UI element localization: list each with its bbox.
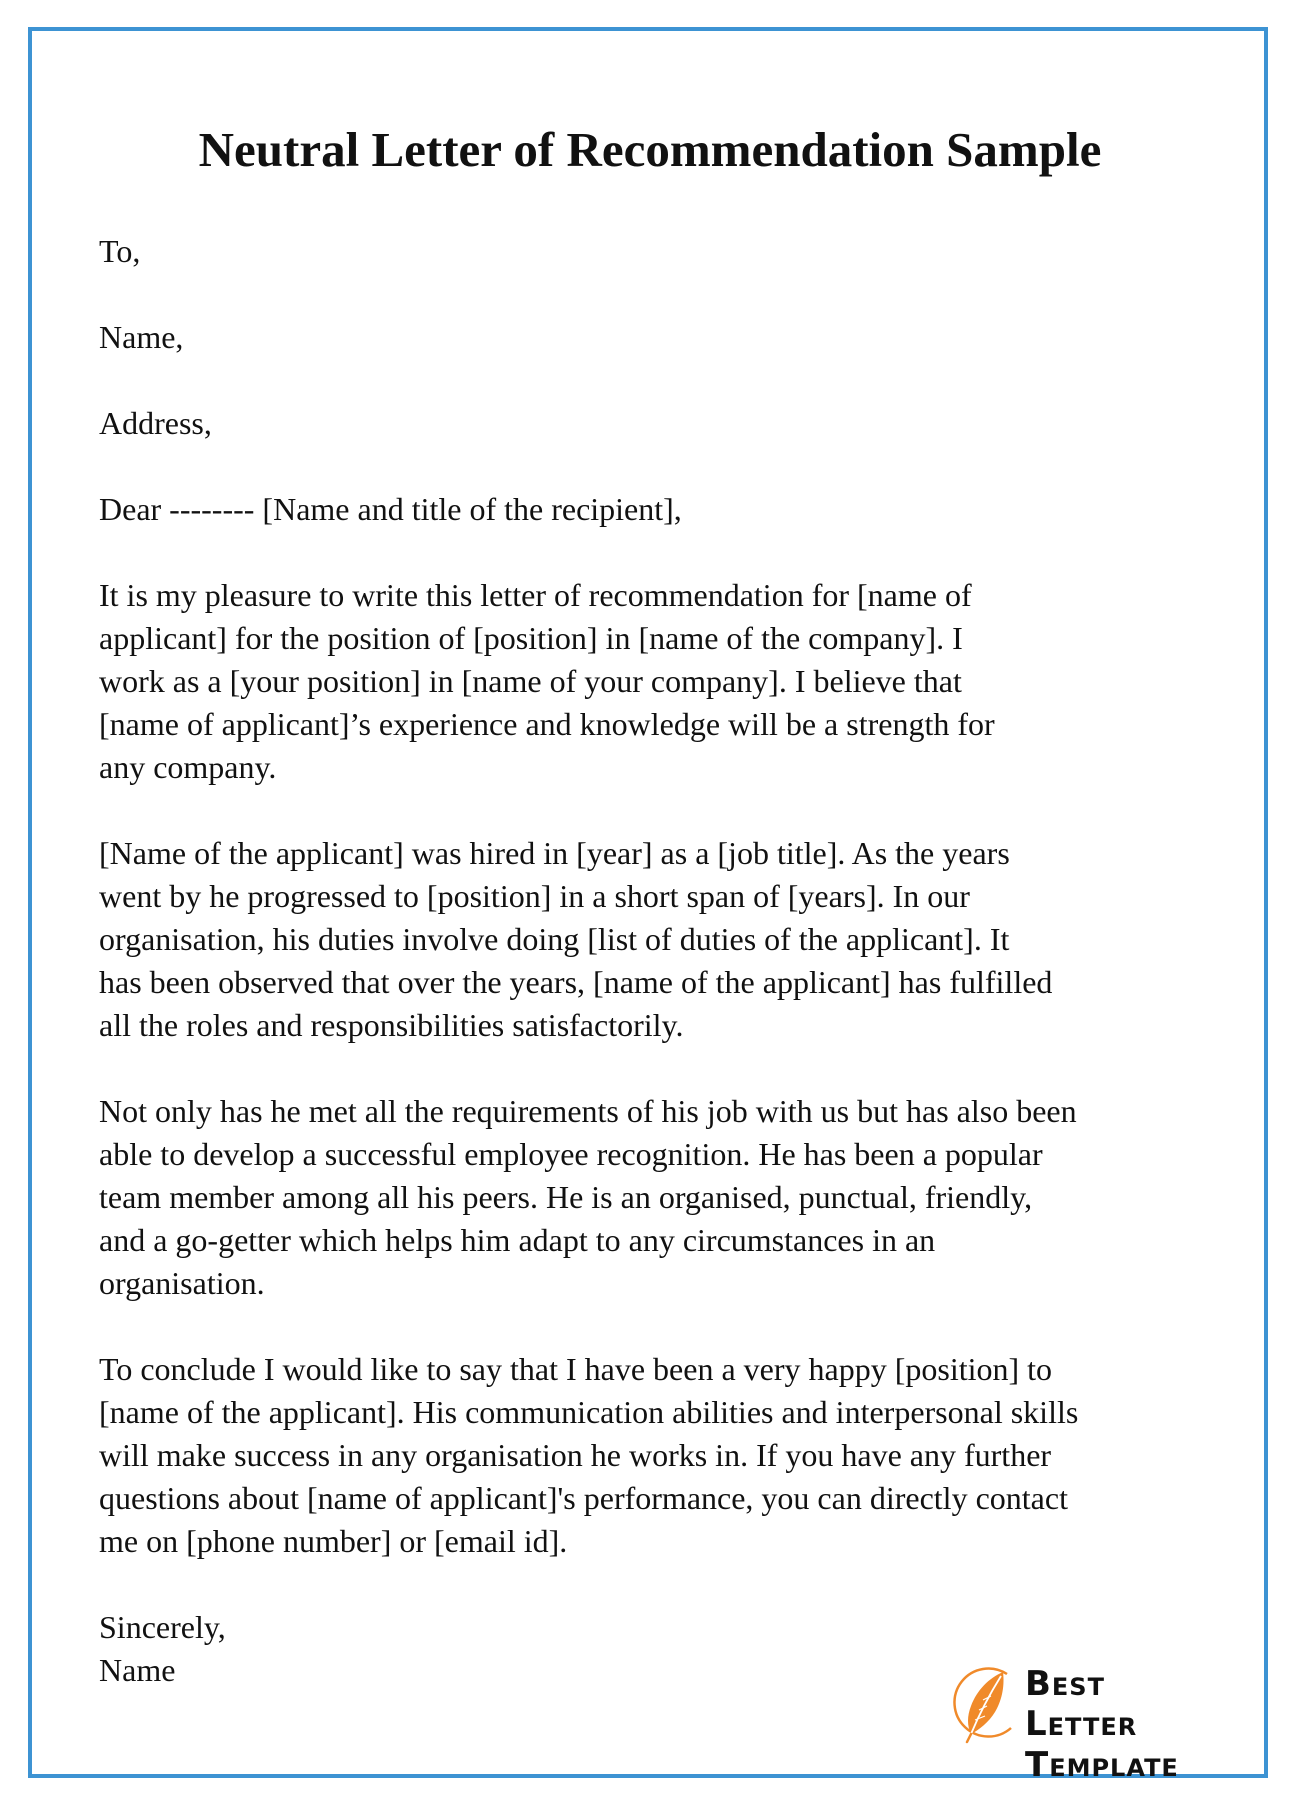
page-title: Neutral Letter of Recommendation Sample (198, 122, 1102, 177)
closing-signature: Sincerely, Name (99, 1609, 226, 1688)
brand-logo-line1: Best Letter (1025, 1664, 1138, 1744)
recipient-to: To, (99, 233, 141, 269)
feather-quill-icon (945, 1660, 1025, 1750)
recipient-address: Address, (99, 405, 212, 441)
paragraph-qualities: Not only has he met all the requirements of his job with us but has also been able to develop a successful employee recognition. He has been a popular team member among all his peers. He is an organised, punctual, friendly, and a go-getter which helps him adapt to any circumstances in an organisation. (99, 1093, 1077, 1301)
paragraph-intro: It is my pleasure to write this letter of recommendation for [name of applicant] for the position of [position] in [name of the company]. I work as a [your position] in [name of your company]. I believe that [name of applicant]’s experience and knowledge will be a strength for any company. (99, 577, 995, 785)
recipient-name: Name, (99, 319, 184, 355)
brand-logo-line2: Template (1025, 1745, 1179, 1785)
brand-logo-text (1025, 1664, 1215, 1786)
letter-body (99, 230, 1229, 1735)
salutation: Dear -------- [Name and title of the recipient], (99, 491, 682, 527)
paragraph-conclusion: To conclude I would like to say that I have been a very happy [position] to [name of the applicant]. His communication abilities and interpersonal skills will make success in any organisation he works in. If you have any further questions about [name of applicant]'s performance, you can directly contact me on [phone number] or [email id]. (99, 1351, 1079, 1559)
paragraph-employment: [Name of the applicant] was hired in [year] as a [job title]. As the years went by he progressed to [position] in a short span of [years]. In our organisation, his duties involve doing [list of duties of the applicant]. It has been observed that over the years, [name of the applicant] has fulfilled all the roles and responsibilities satisfactorily. (99, 835, 1053, 1043)
brand-logo (945, 1660, 1215, 1785)
